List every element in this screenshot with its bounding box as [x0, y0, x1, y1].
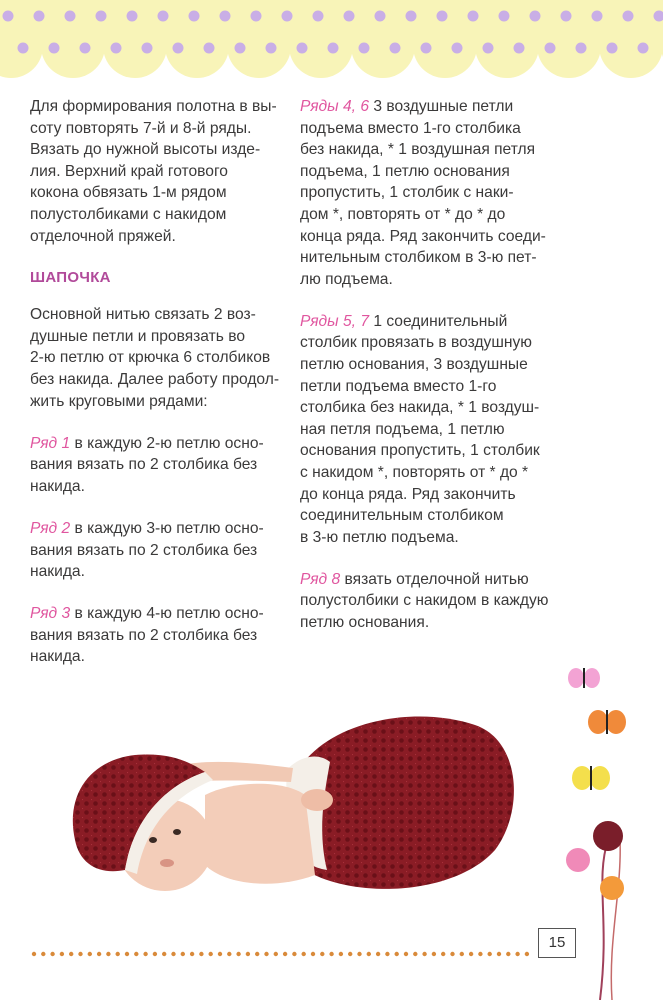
footer-dot: [209, 952, 213, 956]
footer-dot: [181, 952, 185, 956]
banner-dot: [452, 43, 463, 54]
footer-dot: [190, 952, 194, 956]
dotted-footer-rule: [30, 950, 530, 958]
footer-dot: [236, 952, 240, 956]
footer-dot: [32, 952, 36, 956]
banner-dot: [204, 43, 215, 54]
footer-dot: [348, 952, 352, 956]
row-2-instruction: [30, 518, 290, 583]
footer-dot: [413, 952, 417, 956]
right-column: [300, 96, 562, 654]
footer-dot: [78, 952, 82, 956]
footer-dot: [497, 952, 501, 956]
banner-dot: [111, 43, 122, 54]
row-text: 3 воздушные петли подъема вместо 1-го столбика без накида, * 1 воздушная петля подъема, 1 петлю основания пропустить, 1 столбик с наки- дом *, повторять от * до * до конца ряда. Ряд закончить соеди- нительным столбиком в 3-ю пет- лю подъема.: [300, 98, 546, 288]
row-label: Ряд 3: [30, 605, 71, 623]
banner-dot: [468, 11, 479, 22]
footer-dot: [395, 952, 399, 956]
footer-dot: [525, 952, 529, 956]
footer-dot: [134, 952, 138, 956]
footer-dot: [357, 952, 361, 956]
banner-dot: [576, 43, 587, 54]
row-text: 1 соединительный столбик провязать в воздушную петлю основания, 3 воздушные петли подъема вместо 1-го столбика без накида, * 1 воздуш- ная петля подъема, 1 петлю основания пропустить, 1 столбик с накидом *, повторять от * до * до конца ряда. Ряд закончить соединительным столбиком в 3-ю петлю подъема.: [300, 312, 540, 546]
footer-dot: [41, 952, 45, 956]
footer-dot: [153, 952, 157, 956]
banner-dot: [561, 11, 572, 22]
banner-dot: [266, 43, 277, 54]
footer-dot: [488, 952, 492, 956]
footer-dot: [60, 952, 64, 956]
row-text: в каждую 2-ю петлю осно- вания вязать по 2 столбика без накида.: [30, 434, 264, 495]
butterfly-icon: [568, 668, 600, 688]
banner-dot: [390, 43, 401, 54]
banner-dot: [158, 11, 169, 22]
banner-dot: [142, 43, 153, 54]
footer-dot: [255, 952, 259, 956]
row-label: Ряд 8: [300, 570, 341, 588]
page-number: 15: [538, 928, 576, 958]
banner-dot: [359, 43, 370, 54]
footer-dot: [311, 952, 315, 956]
banner-dot: [406, 11, 417, 22]
banner-dot: [220, 11, 231, 22]
footer-dot: [450, 952, 454, 956]
cap-intro-paragraph: Основной нитью связать 2 воз- душные петли и провязать во 2-ю петлю от крючка 6 столбиков без накида. Далее работу продол- жить круговыми рядами:: [30, 306, 280, 410]
left-column: [30, 96, 290, 688]
footer-dot: [515, 952, 519, 956]
rows-5-7-instruction: [300, 311, 562, 549]
banner-dot: [189, 11, 200, 22]
banner-dot: [421, 43, 432, 54]
butterfly-icon: [572, 766, 610, 790]
banner-dot: [483, 43, 494, 54]
row-text: в каждую 4-ю петлю осно- вания вязать по 2 столбика без накида.: [30, 605, 264, 666]
footer-dot: [199, 952, 203, 956]
footer-dot: [283, 952, 287, 956]
footer-dot: [274, 952, 278, 956]
row-label: Ряды 5, 7: [300, 312, 369, 330]
banner-dot: [499, 11, 510, 22]
intro-paragraph: Для формирования полотна в вы- соту повторять 7-й и 8-й ряды. Вязать до нужной высоты изде- лия. Верхний край готового кокона обвязать 1-м рядом полустолбиками с накидом отделочной пряжей.: [30, 98, 277, 245]
section-heading-cap: ШАПОЧКА: [30, 269, 111, 287]
banner-dot: [282, 11, 293, 22]
scalloped-banner: [0, 0, 663, 92]
baby-cocoon-photo: [55, 700, 535, 910]
banner-dot: [18, 43, 29, 54]
banner-dot: [638, 43, 649, 54]
banner-dot: [328, 43, 339, 54]
footer-dot: [292, 952, 296, 956]
footer-dot: [469, 952, 473, 956]
footer-dot: [385, 952, 389, 956]
row-text: в каждую 3-ю петлю осно- вания вязать по 2 столбика без накида.: [30, 519, 264, 581]
row-text: вязать отделочной нитью полустолбики с накидом в каждую петлю основания.: [300, 570, 549, 632]
footer-dot: [506, 952, 510, 956]
row-1-instruction: [30, 433, 290, 498]
footer-dot: [162, 952, 166, 956]
footer-dot: [367, 952, 371, 956]
footer-dot: [376, 952, 380, 956]
banner-dot: [34, 11, 45, 22]
row-8-instruction: [300, 569, 562, 634]
banner-dot: [607, 43, 618, 54]
footer-dot: [432, 952, 436, 956]
footer-dot: [69, 952, 73, 956]
banner-dot: [127, 11, 138, 22]
banner-dot: [592, 11, 603, 22]
footer-dot: [339, 952, 343, 956]
footer-dot: [246, 952, 250, 956]
footer-dot: [478, 952, 482, 956]
footer-dot: [171, 952, 175, 956]
footer-dot: [422, 952, 426, 956]
banner-dot: [375, 11, 386, 22]
footer-dot: [106, 952, 110, 956]
footer-dot: [302, 952, 306, 956]
footer-dot: [441, 952, 445, 956]
footer-dot: [143, 952, 147, 956]
banner-dot: [49, 43, 60, 54]
row-label: Ряд 1: [30, 434, 71, 452]
footer-dot: [218, 952, 222, 956]
footer-dot: [88, 952, 92, 956]
banner-dot: [3, 11, 14, 22]
banner-dot: [65, 11, 76, 22]
footer-dot: [125, 952, 129, 956]
row-label: Ряды 4, 6: [300, 98, 369, 115]
banner-dot: [344, 11, 355, 22]
butterfly-icon: [588, 710, 626, 734]
footer-dot: [460, 952, 464, 956]
row-label: Ряд 2: [30, 519, 71, 537]
banner-dot: [173, 43, 184, 54]
yarn-ball-icon: [593, 821, 623, 851]
footer-dot: [404, 952, 408, 956]
footer-dot: [329, 952, 333, 956]
row-3-instruction: [30, 603, 290, 668]
banner-dot: [297, 43, 308, 54]
banner-dot: [251, 11, 262, 22]
yarn-ball-icon: [566, 848, 590, 872]
footer-dot: [320, 952, 324, 956]
rows-4-6-instruction: [300, 96, 562, 290]
banner-dot: [96, 11, 107, 22]
banner-dot: [437, 11, 448, 22]
footer-dot: [116, 952, 120, 956]
banner-dot: [623, 11, 634, 22]
footer-dot: [97, 952, 101, 956]
banner-dot: [530, 11, 541, 22]
footer-dot: [264, 952, 268, 956]
banner-dot: [80, 43, 91, 54]
banner-dot: [514, 43, 525, 54]
banner-dot: [545, 43, 556, 54]
banner-dot: [313, 11, 324, 22]
footer-dot: [50, 952, 54, 956]
footer-dot: [227, 952, 231, 956]
banner-dot: [235, 43, 246, 54]
yarn-ball-icon: [600, 876, 624, 900]
